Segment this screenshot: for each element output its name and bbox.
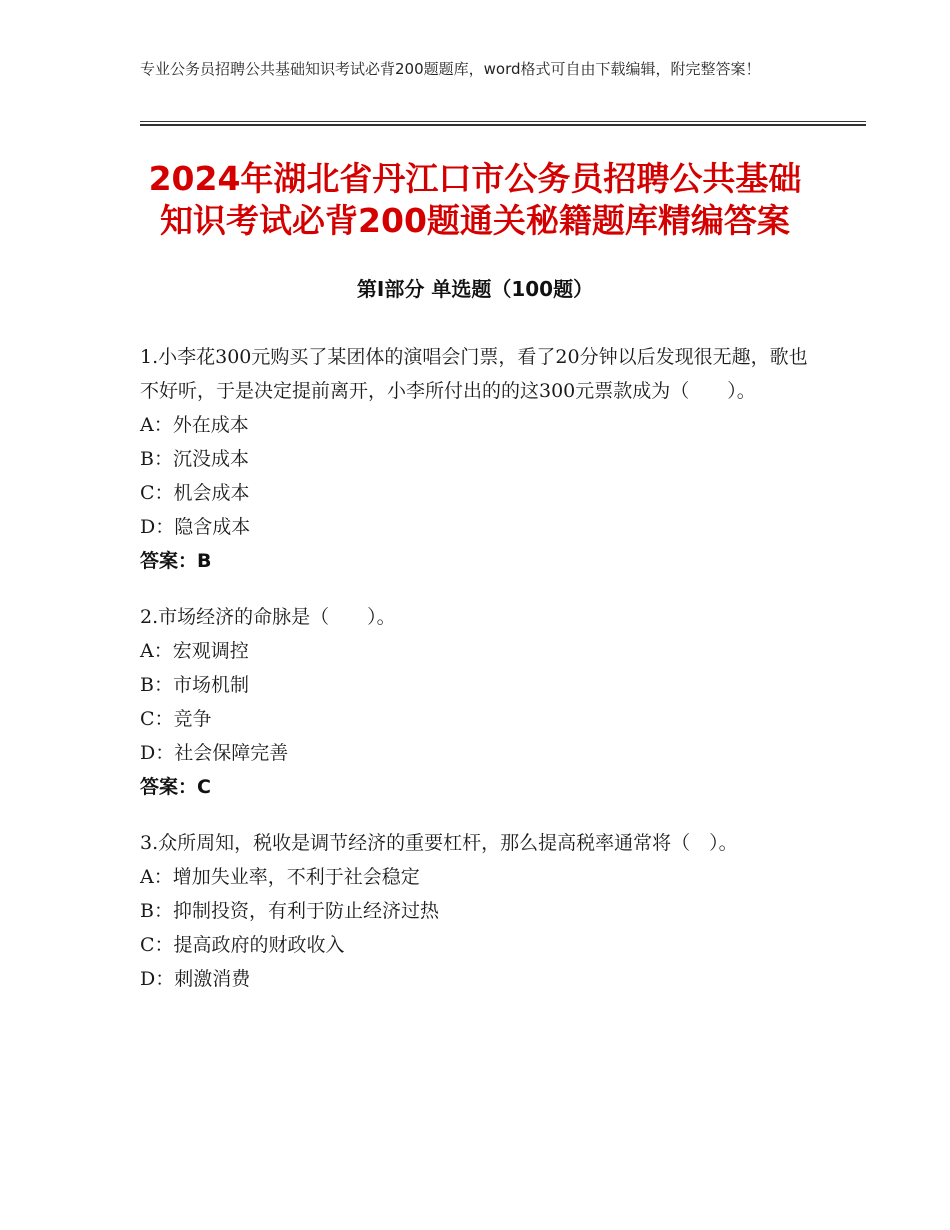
question-2: [140, 600, 810, 804]
option-d: D：隐含成本: [140, 516, 251, 538]
question-list: [140, 340, 810, 1018]
section-title: 第Ⅰ部分 单选题（100题）: [356, 277, 594, 301]
answer-label: 答案：C: [140, 776, 211, 798]
answer-label: 答案：B: [140, 550, 212, 572]
question-text: 2.市场经济的命脉是（ ）。: [140, 606, 396, 628]
option-c: C：机会成本: [140, 482, 250, 504]
option-b: B：抑制投资，有利于防止经济过热: [140, 900, 439, 922]
document-title-line-1: 2024年湖北省丹江口市公务员招聘公共基础: [148, 159, 802, 198]
question-text: 1.小李花300元购买了某团体的演唱会门票，看了20分钟以后发现很无趣，歌也不好听，于是决定提前离开，小李所付出的的这300元票款成为（ ）。: [140, 346, 808, 402]
header-rule-thick: [140, 124, 866, 126]
option-c: C：竞争: [140, 708, 212, 730]
question-3: [140, 826, 810, 996]
option-a: A：外在成本: [140, 414, 249, 436]
option-d: D：社会保障完善: [140, 742, 289, 764]
header-note: 专业公务员招聘公共基础知识考试必背200题题库，word格式可自由下载编辑，附完整答案！: [140, 60, 761, 78]
document-title: [100, 158, 850, 242]
option-a: A：宏观调控: [140, 640, 249, 662]
option-d: D：刺激消费: [140, 968, 251, 990]
option-b: B：市场机制: [140, 674, 249, 696]
option-c: C：提高政府的财政收入: [140, 934, 345, 956]
question-1: [140, 340, 810, 578]
option-b: B：沉没成本: [140, 448, 249, 470]
question-text: 3.众所周知，税收是调节经济的重要杠杆，那么提高税率通常将（ ）。: [140, 832, 738, 854]
header-rule: [140, 121, 866, 122]
document-title-line-2: 知识考试必背200题通关秘籍题库精编答案: [160, 201, 790, 240]
option-a: A：增加失业率，不利于社会稳定: [140, 866, 420, 888]
